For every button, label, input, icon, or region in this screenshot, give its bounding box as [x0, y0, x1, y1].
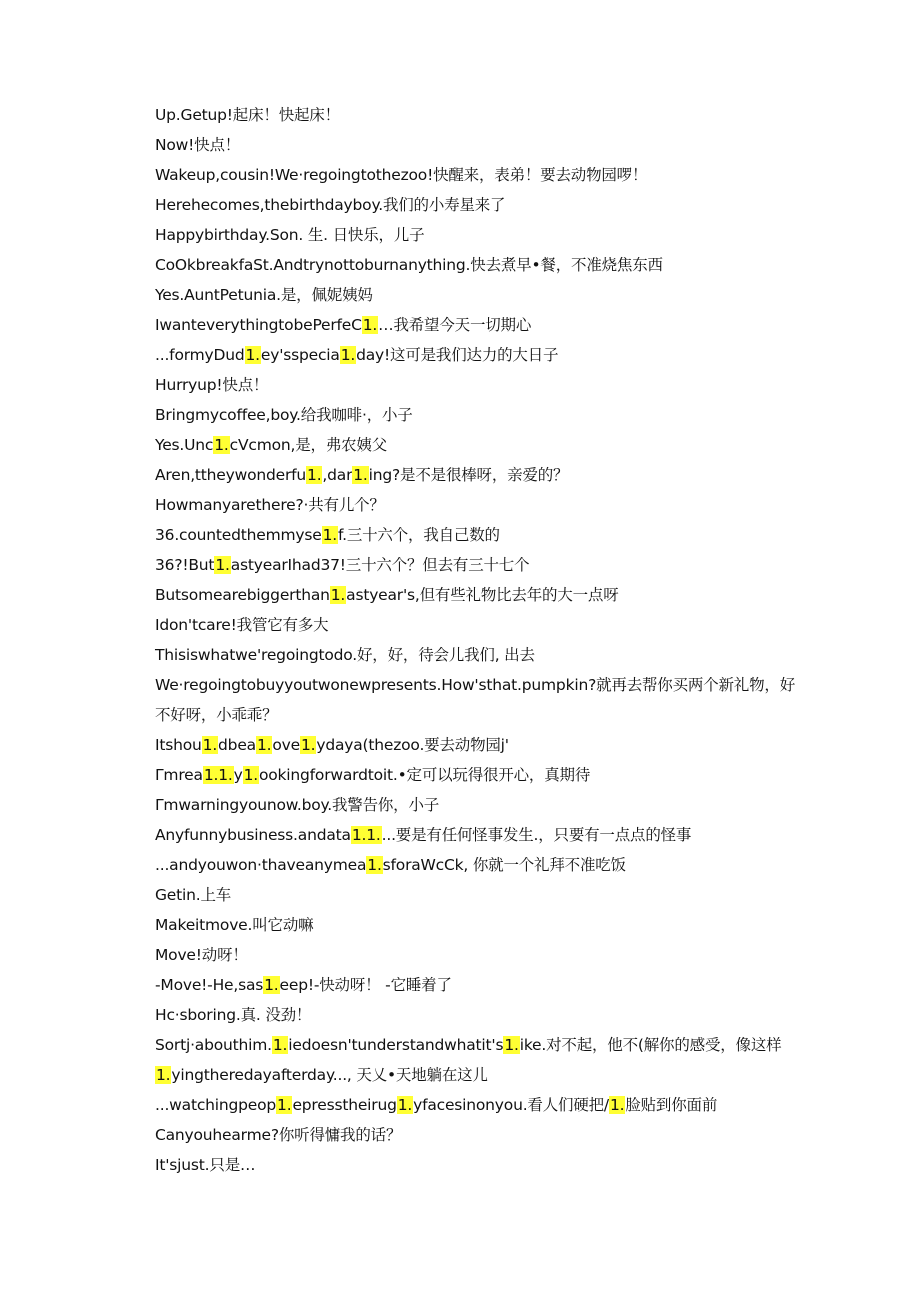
transcript-line	[155, 370, 815, 400]
transcript-line	[155, 1120, 815, 1150]
line-text: yfacesinonyou.看人们硬把/	[413, 1096, 609, 1114]
line-text: y	[233, 766, 243, 784]
line-text: eep!-快动呀！ -它睡着了	[279, 976, 452, 994]
line-text: ...andyouwon·thaveanymea	[155, 856, 367, 874]
transcript-line	[155, 910, 815, 940]
line-text: iedoesn'tunderstandwhatit's	[288, 1036, 504, 1054]
line-text: Happybirthday.Son. 生. 日快乐，儿子	[155, 226, 425, 244]
line-text: Bringmycoffee,boy.给我咖啡·，小子	[155, 406, 413, 424]
line-text: Anyfunnybusiness.andata	[155, 826, 351, 844]
line-text: Yes.Unc	[155, 436, 214, 454]
line-text: epresstheirug	[292, 1096, 397, 1114]
line-text: cVcmon,是，弗农姨父	[229, 436, 388, 454]
transcript-line	[155, 610, 815, 640]
line-text: f.三十六个，我自己数的	[337, 526, 500, 544]
transcript-line	[155, 1090, 815, 1120]
line-text: ey'sspecia	[260, 346, 340, 364]
line-text: astyearIhad37!三十六个？但去有三十七个	[230, 556, 530, 574]
transcript-line	[155, 190, 815, 220]
line-text: It'sjust.只是…	[155, 1156, 256, 1174]
transcript-line	[155, 430, 815, 460]
transcript-line	[155, 550, 815, 580]
line-text: Canyouhearme?你听得慵我的话？	[155, 1126, 402, 1144]
line-text: dbea	[218, 736, 256, 754]
highlighted-text: 1.	[504, 1036, 519, 1054]
transcript-line	[155, 970, 815, 1000]
line-text: ...formyDud	[155, 346, 245, 364]
highlighted-text: 1.	[272, 1036, 288, 1054]
line-text: Thisiswhatwe'regoingtodo.好，好，待会儿我们, 出去	[155, 646, 535, 664]
line-text: Move!动呀！	[155, 946, 248, 964]
highlighted-text: 1.	[330, 586, 346, 604]
line-text: Hc·sboring.真. 没劲！	[155, 1006, 312, 1024]
line-text: 不好呀，小乖乖？	[155, 706, 278, 724]
line-text: 36?!But	[155, 556, 215, 574]
highlighted-text: 1.	[307, 466, 322, 484]
highlighted-text: 1.	[202, 736, 218, 754]
transcript-line	[155, 460, 815, 490]
line-text: Herehecomes,thebirthdayboy.我们的小寿星来了	[155, 196, 506, 214]
line-text: Butsomearebiggerthan	[155, 586, 330, 604]
transcript-line	[155, 790, 815, 820]
line-text: ookingforwardtoit.•定可以玩得很开心，真期待	[258, 766, 591, 784]
line-text: ike.对不起，他不(解你的感受，像这样	[519, 1036, 782, 1054]
transcript-line	[155, 640, 815, 670]
line-text: ydaya(thezoo.要去动物园j'	[316, 736, 509, 754]
transcript-line	[155, 850, 815, 880]
highlighted-text: 1.	[397, 1096, 413, 1114]
transcript-line	[155, 1030, 815, 1060]
line-text: Yes.AuntPetunia.是，佩妮姨妈	[155, 286, 373, 304]
line-text: Itshou	[155, 736, 202, 754]
document-body	[155, 100, 815, 1180]
transcript-line	[155, 1060, 815, 1090]
transcript-line	[155, 1000, 815, 1030]
transcript-line	[155, 880, 815, 910]
line-text: Wakeup,cousin!We·regoingtothezoo!快醒来，表弟！要去动物园啰！	[155, 166, 648, 184]
highlighted-text: 1.	[609, 1096, 625, 1114]
highlighted-text: 1.	[367, 856, 382, 874]
highlighted-text: 1.	[156, 1066, 171, 1084]
highlighted-text: 1.1.	[203, 766, 233, 784]
transcript-line	[155, 820, 815, 850]
transcript-line	[155, 280, 815, 310]
transcript-line	[155, 940, 815, 970]
highlighted-text: 1.	[256, 736, 272, 754]
highlighted-text: 1.	[300, 736, 316, 754]
highlighted-text: 1.	[245, 346, 260, 364]
transcript-line	[155, 1150, 815, 1180]
transcript-line	[155, 520, 815, 550]
line-text: Up.Getup!起床！快起床！	[155, 106, 340, 124]
transcript-line	[155, 220, 815, 250]
highlighted-text: 1.	[362, 316, 378, 334]
transcript-line	[155, 700, 815, 730]
line-text: Now!快点！	[155, 136, 241, 154]
line-text: astyear's,但有些礼物比去年的大一点呀	[346, 586, 619, 604]
line-text: ...要是有任何怪事发生.，只要有一点点的怪事	[381, 826, 692, 844]
line-text: Makeitmove.叫它动嘛	[155, 916, 314, 934]
line-text: Getin.上车	[155, 886, 232, 904]
line-text: -Move!-He,sas	[155, 976, 264, 994]
line-text: ove	[272, 736, 300, 754]
transcript-line	[155, 400, 815, 430]
line-text: IwanteverythingtobePerfeC	[155, 316, 362, 334]
line-text: ing?是不是很棒呀，亲爱的？	[368, 466, 569, 484]
line-text: 脸贴到你面前	[625, 1096, 718, 1114]
line-text: Howmanyarethere?·共有儿个？	[155, 496, 385, 514]
highlighted-text: 1.	[322, 526, 337, 544]
transcript-line	[155, 340, 815, 370]
line-text: ,dar	[322, 466, 353, 484]
transcript-line	[155, 160, 815, 190]
transcript-line	[155, 580, 815, 610]
line-text: Γmwarningyounow.boy.我警告你，小子	[155, 796, 440, 814]
line-text: CoOkbreakfaSt.Andtrynottoburnanything.快去煮早•餐，不准烧焦东西	[155, 256, 663, 274]
transcript-line	[155, 670, 815, 700]
highlighted-text: 1.	[214, 436, 229, 454]
line-text: yingtheredayafterday..., 天乂•天地躺在这儿	[171, 1066, 488, 1084]
highlighted-text: 1.	[243, 766, 258, 784]
highlighted-text: 1.	[353, 466, 368, 484]
line-text: …我希望今天一切期心	[378, 316, 532, 334]
transcript-line	[155, 730, 815, 760]
highlighted-text: 1.1.	[351, 826, 381, 844]
highlighted-text: 1.	[340, 346, 356, 364]
line-text: Hurryup!快点！	[155, 376, 269, 394]
transcript-line	[155, 250, 815, 280]
transcript-line	[155, 130, 815, 160]
line-text: Aren,ttheywonderfu	[155, 466, 307, 484]
highlighted-text: 1.	[264, 976, 279, 994]
line-text: Sortj·abouthim.	[155, 1036, 272, 1054]
line-text: ...watchingpeop	[155, 1096, 277, 1114]
highlighted-text: 1.	[215, 556, 230, 574]
highlighted-text: 1.	[277, 1096, 292, 1114]
transcript-line	[155, 760, 815, 790]
line-text: We·regoingtobuyyoutwonewpresents.How'sthat.pumpkin?就再去帮你买两个新礼物，好	[155, 676, 796, 694]
transcript-line	[155, 310, 815, 340]
line-text: sforaWcCk, 你就一个礼拜不准吃饭	[382, 856, 626, 874]
line-text: Γmrea	[155, 766, 203, 784]
line-text: day!这可是我们达力的大日子	[356, 346, 559, 364]
line-text: 36.countedthemmyse	[155, 526, 322, 544]
line-text: Idon'tcare!我管它有多大	[155, 616, 329, 634]
transcript-line	[155, 100, 815, 130]
transcript-line	[155, 490, 815, 520]
